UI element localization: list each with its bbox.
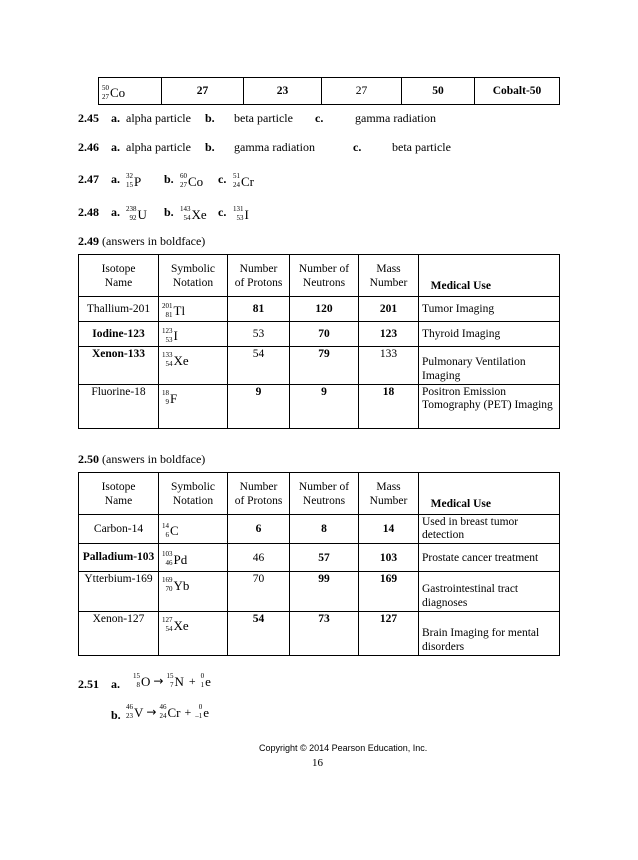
q246-a-label: a. — [111, 140, 120, 154]
isotope-name: Xenon-133 — [79, 347, 159, 385]
isotope-name: Iodine-123 — [79, 322, 159, 347]
arrow-icon: → — [153, 674, 164, 688]
symbolic-notation: 14 6 C — [159, 515, 228, 544]
mass-number: 143 — [180, 205, 191, 213]
element-symbol: P — [134, 173, 142, 189]
symbolic-notation: 133 54 Xe — [159, 347, 228, 385]
atomic-number: 92 — [129, 214, 137, 222]
q251-number: 2.51 — [78, 677, 99, 691]
q246-b-text: gamma radiation — [234, 140, 315, 154]
mass-number: 123 — [359, 322, 419, 347]
q248-c-nuclide — [233, 200, 249, 223]
q249-number: 2.49 — [78, 234, 99, 248]
element-symbol: Co — [110, 85, 126, 100]
q245-b-text: beta particle — [234, 111, 293, 125]
atomic-number: 53 — [236, 214, 244, 222]
q247-number: 2.47 — [78, 172, 99, 186]
header-medical-use: Medical Use — [419, 255, 560, 297]
symbolic-notation: 201 81 Tl — [159, 297, 228, 322]
page-number: 16 — [312, 757, 323, 769]
mass-number: 18 — [359, 385, 419, 429]
atomic-number: 54 — [183, 214, 191, 222]
q247-b-nuclide — [180, 167, 203, 190]
mass-number: 238 — [126, 205, 137, 213]
q245-a-text: alpha particle — [126, 111, 191, 125]
table-row — [79, 612, 560, 656]
q245-b-label: b. — [205, 111, 215, 125]
protons-cell: 27 — [162, 78, 244, 105]
header-neutrons: Number of Neutrons — [290, 255, 359, 297]
q247-a-label: a. — [111, 172, 120, 186]
symbolic-notation: 18 9 F — [159, 385, 228, 429]
header-mass: Mass Number — [359, 473, 419, 515]
q245-number: 2.45 — [78, 111, 99, 125]
cobalt-row-table — [98, 77, 560, 105]
protons: 9 — [228, 385, 290, 429]
element-symbol: I — [244, 206, 249, 222]
element-symbol: Co — [188, 173, 204, 189]
plus-sign: + — [184, 704, 192, 719]
mass-number: 60 — [180, 172, 187, 180]
protons: 54 — [228, 347, 290, 385]
table-row — [79, 347, 560, 385]
header-isotope: Isotope Name — [79, 473, 159, 515]
plus-sign: + — [188, 673, 196, 688]
q246-c-label: c. — [353, 140, 362, 154]
table-row — [79, 544, 560, 572]
element-symbol: Xe — [191, 206, 207, 222]
neutrons: 57 — [290, 544, 359, 572]
header-protons: Number of Protons — [228, 255, 290, 297]
neutrons: 8 — [290, 515, 359, 544]
q246-c-text: beta particle — [392, 140, 451, 154]
mass-number: 50 — [102, 83, 109, 92]
atomic-number: 15 — [126, 181, 133, 189]
q250-number: 2.50 — [78, 452, 99, 466]
mass-number: 51 — [233, 172, 240, 180]
product-nuclide: 46 24 Cr — [159, 703, 181, 720]
q249-note: (answers in boldface) — [102, 234, 206, 248]
q249-heading — [78, 234, 205, 249]
q248-c-label: c. — [218, 205, 227, 219]
table-row — [79, 297, 560, 322]
medical-use: Tumor Imaging — [419, 297, 560, 322]
q246-b-label: b. — [205, 140, 215, 154]
header-protons: Number of Protons — [228, 473, 290, 515]
q251-b-label: b. — [111, 708, 121, 722]
symbolic-notation: 123 53 I — [159, 322, 228, 347]
q247-b-label: b. — [164, 172, 174, 186]
q249-table — [78, 254, 560, 429]
emitted-particle: 0 1 e — [200, 672, 211, 689]
table-row — [79, 322, 560, 347]
nuclide — [102, 84, 125, 102]
q250-note: (answers in boldface) — [102, 452, 206, 466]
neutrons: 79 — [290, 347, 359, 385]
medical-use: Gastrointestinal tract diagnoses — [419, 572, 560, 612]
q248-a-nuclide — [126, 200, 147, 223]
q247-c-nuclide — [233, 167, 254, 190]
q248-number: 2.48 — [78, 205, 99, 219]
medical-use: Used in breast tumor detection — [419, 515, 560, 544]
q246-a-text: alpha particle — [126, 140, 191, 154]
neutrons: 99 — [290, 572, 359, 612]
q248-b-label: b. — [164, 205, 174, 219]
copyright-notice: Copyright © 2014 Pearson Education, Inc. — [259, 743, 428, 753]
isotope-name: Palladium-103 — [79, 544, 159, 572]
mass-number: 131 — [233, 205, 244, 213]
isotope-name: Ytterbium-169 — [79, 572, 159, 612]
product-nuclide: 15 7 N — [166, 672, 184, 689]
nuclide-cell — [99, 78, 162, 105]
name-cell: Cobalt-50 — [475, 78, 560, 105]
mass-number: 127 — [359, 612, 419, 656]
symbolic-notation: 169 70 Yb — [159, 572, 228, 612]
q251-a-label: a. — [111, 677, 120, 691]
neutrons-cell: 23 — [244, 78, 322, 105]
mass-number: 32 — [126, 172, 133, 180]
header-mass: Mass Number — [359, 255, 419, 297]
mass-number: 133 — [359, 347, 419, 385]
q246-number: 2.46 — [78, 140, 99, 154]
reactant-nuclide: 46 23 V — [126, 703, 144, 720]
q245-c-text: gamma radiation — [355, 111, 436, 125]
symbolic-notation: 103 46 Pd — [159, 544, 228, 572]
header-neutrons: Number of Neutrons — [290, 473, 359, 515]
medical-use: Pulmonary Ventilation Imaging — [419, 347, 560, 385]
header-isotope: Isotope Name — [79, 255, 159, 297]
mass-cell: 50 — [402, 78, 475, 105]
medical-use: Brain Imaging for mental disorders — [419, 612, 560, 656]
mass-number: 14 — [359, 515, 419, 544]
table-row — [79, 385, 560, 429]
atomic-number: 24 — [233, 181, 240, 189]
q248-a-label: a. — [111, 205, 120, 219]
q245-a-label: a. — [111, 111, 120, 125]
reactant-nuclide: 15 8 O — [133, 672, 151, 689]
header-symbolic: Symbolic Notation — [159, 473, 228, 515]
mass-number: 201 — [359, 297, 419, 322]
isotope-name: Fluorine-18 — [79, 385, 159, 429]
symbolic-notation: 127 54 Xe — [159, 612, 228, 656]
atomic-cell: 27 — [322, 78, 402, 105]
neutrons: 9 — [290, 385, 359, 429]
q248-b-nuclide — [180, 200, 207, 223]
neutrons: 120 — [290, 297, 359, 322]
q251-b-equation — [126, 703, 209, 721]
atomic-number: 27 — [180, 181, 187, 189]
q250-table — [78, 472, 560, 656]
isotope-name: Xenon-127 — [79, 612, 159, 656]
neutrons: 73 — [290, 612, 359, 656]
neutrons: 70 — [290, 322, 359, 347]
emitted-particle: 0 –1 e — [195, 703, 210, 720]
element-symbol: Cr — [241, 173, 254, 189]
q250-heading — [78, 452, 205, 467]
table-row — [79, 572, 560, 612]
q247-a-nuclide — [126, 167, 141, 190]
protons: 70 — [228, 572, 290, 612]
medical-use: Thyroid Imaging — [419, 322, 560, 347]
q245-c-label: c. — [315, 111, 324, 125]
table-row — [79, 515, 560, 544]
atomic-number: 27 — [102, 92, 109, 101]
protons: 54 — [228, 612, 290, 656]
q247-c-label: c. — [218, 172, 227, 186]
mass-number: 103 — [359, 544, 419, 572]
header-medical-use: Medical Use — [419, 473, 560, 515]
medical-use: Prostate cancer treatment — [419, 544, 560, 572]
q251-a-equation — [133, 672, 211, 690]
protons: 46 — [228, 544, 290, 572]
element-symbol: U — [137, 206, 147, 222]
mass-number: 169 — [359, 572, 419, 612]
protons: 6 — [228, 515, 290, 544]
isotope-name: Carbon-14 — [79, 515, 159, 544]
header-symbolic: Symbolic Notation — [159, 255, 228, 297]
isotope-name: Thallium-201 — [79, 297, 159, 322]
protons: 81 — [228, 297, 290, 322]
arrow-icon: → — [146, 705, 157, 719]
protons: 53 — [228, 322, 290, 347]
medical-use: Positron Emission Tomography (PET) Imaging — [419, 385, 560, 429]
